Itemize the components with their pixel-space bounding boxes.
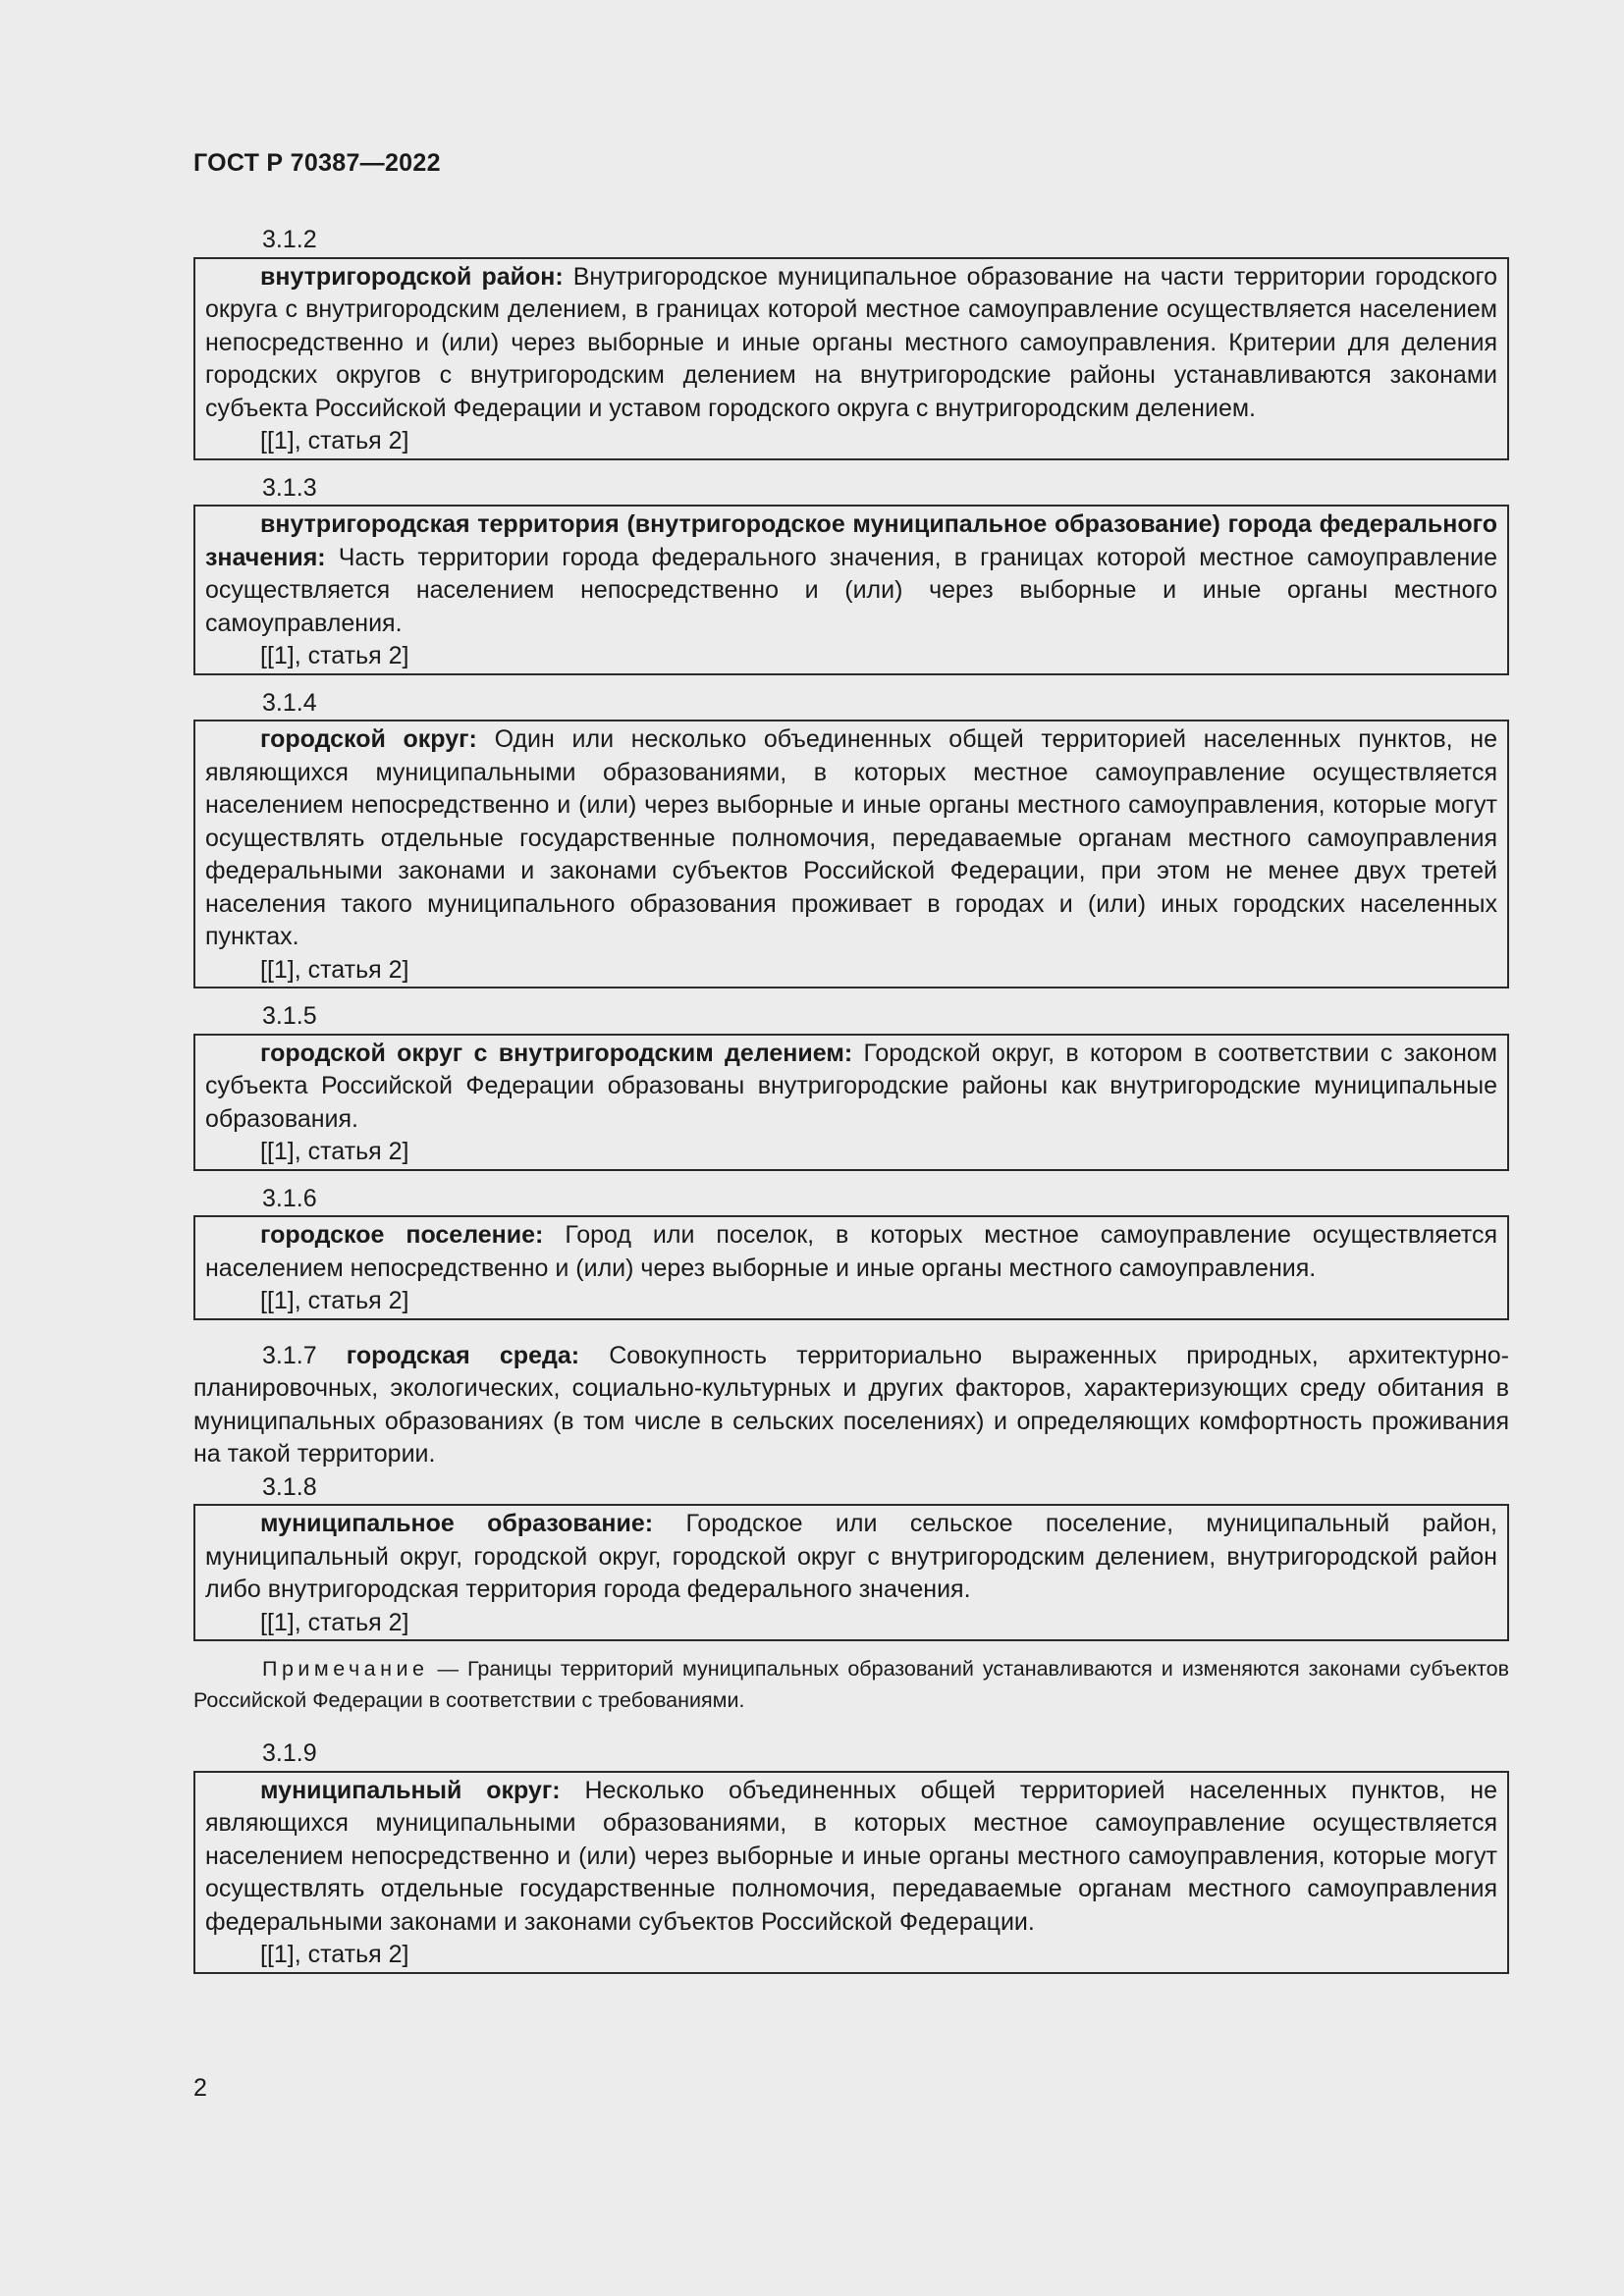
section-number: 3.1.5 bbox=[262, 1002, 317, 1030]
term: внутригородская территория (внутригородское муниципальное образование) города федерального значения: bbox=[205, 510, 1497, 571]
note-label: Примечание bbox=[262, 1657, 429, 1681]
document-body bbox=[193, 224, 1509, 1986]
note-text: — Границы территорий муниципальных образований устанавливаются и изменяются законами субъектов Российской Федерации в соответствии с требованиями. bbox=[193, 1657, 1509, 1712]
term: муниципальный округ: bbox=[260, 1776, 561, 1804]
term-box bbox=[193, 1504, 1509, 1641]
term-definition: Один или несколько объединенных общей территорией населенных пунктов, не являющихся муниципальными образованиями, в которых местное самоуправление осуществляется населением непосредственно и (или) через выборные и иные органы местного самоуправления, которые могут осуществлять отдельные государственные полномочия, передаваемые органам местного самоуправления федеральными законами и законами субъектов Российской Федерации, при этом не менее двух третей населения такого муниципального образования проживает в городах и (или) иных городских населенных пунктах. bbox=[205, 725, 1497, 950]
term-paragraph bbox=[193, 1340, 1509, 1471]
term-box bbox=[193, 1215, 1509, 1320]
term-definition: Город или поселок, в которых местное самоуправление осуществляется населением непосредственно и (или) через выборные и иные органы местного самоуправления. bbox=[205, 1221, 1497, 1282]
term-source: [[1], статья 2] bbox=[260, 427, 409, 454]
term-source: [[1], статья 2] bbox=[260, 642, 409, 669]
term-definition: Внутригородское муниципальное образование на части территории городского округа с внутригородским делением, в границах которой местное самоуправление осуществляется населением непосредственно и (или) через выборные и иные органы местного самоуправления. Критерии для деления городских округов с внутригородским делением на внутригородские районы устанавливаются законами субъекта Российской Федерации и уставом городского округа с внутригородским делением. bbox=[205, 262, 1497, 422]
term-source: [[1], статья 2] bbox=[260, 1941, 409, 1968]
term-definition: Часть территории города федерального значения, в границах которой местное самоуправление осуществляется населением непосредственно и (или) через выборные и иные органы местного самоуправления. bbox=[205, 543, 1497, 637]
section-number: 3.1.8 bbox=[262, 1472, 317, 1501]
page-number: 2 bbox=[193, 2074, 207, 2102]
term: городское поселение: bbox=[260, 1221, 544, 1249]
term-definition: Городское или сельское поселение, муниципальный район, муниципальный округ, городской округ, городской округ с внутригородским делением, внутригородской район либо внутригородская территория города федерального значения. bbox=[205, 1510, 1497, 1603]
term-box bbox=[193, 1034, 1509, 1171]
section-number: 3.1.3 bbox=[262, 473, 317, 502]
term: муниципальное образование: bbox=[260, 1510, 654, 1537]
term-source: [[1], статья 2] bbox=[260, 1138, 409, 1165]
section-number: 3.1.2 bbox=[262, 226, 317, 253]
term-box bbox=[193, 1771, 1509, 1974]
section-number: 3.1.4 bbox=[262, 688, 317, 717]
term-source: [[1], статья 2] bbox=[260, 1608, 409, 1636]
term-box bbox=[193, 257, 1509, 460]
term-box bbox=[193, 720, 1509, 988]
term: городской округ с внутригородским делением: bbox=[260, 1039, 853, 1067]
term: внутригородской район: bbox=[260, 262, 564, 291]
section-number: 3.1.6 bbox=[262, 1184, 317, 1212]
section-number: 3.1.9 bbox=[262, 1739, 317, 1767]
document-header: ГОСТ Р 70387—2022 bbox=[193, 149, 441, 177]
note bbox=[193, 1653, 1509, 1716]
term: городская среда: bbox=[346, 1341, 580, 1369]
term-box bbox=[193, 505, 1509, 675]
term-definition: Городской округ, в котором в соответствии с законом субъекта Российской Федерации образованы внутригородские районы как внутригородские муниципальные образования. bbox=[205, 1039, 1497, 1133]
section-number: 3.1.7 bbox=[262, 1341, 317, 1369]
term: городской округ: bbox=[260, 725, 477, 753]
term-definition: Совокупность территориально выраженных природных, архитектурно-планировочных, экологических, социально-культурных и других факторов, характеризующих среду обитания в муниципальных образованиях (в том числе в сельских поселениях) и определяющих комфортность проживания на такой территории. bbox=[193, 1341, 1509, 1468]
term-definition: Несколько объединенных общей территорией населенных пунктов, не являющихся муниципальными образованиями, в которых местное самоуправление осуществляется населением непосредственно и (или) через выборные и иные органы местного самоуправления, которые могут осуществлять отдельные государственные полномочия, передаваемые органам местного самоуправления федеральными законами и законами субъектов Российской Федерации. bbox=[205, 1776, 1497, 1936]
term-source: [[1], статья 2] bbox=[260, 955, 409, 984]
term-source: [[1], статья 2] bbox=[260, 1287, 409, 1314]
